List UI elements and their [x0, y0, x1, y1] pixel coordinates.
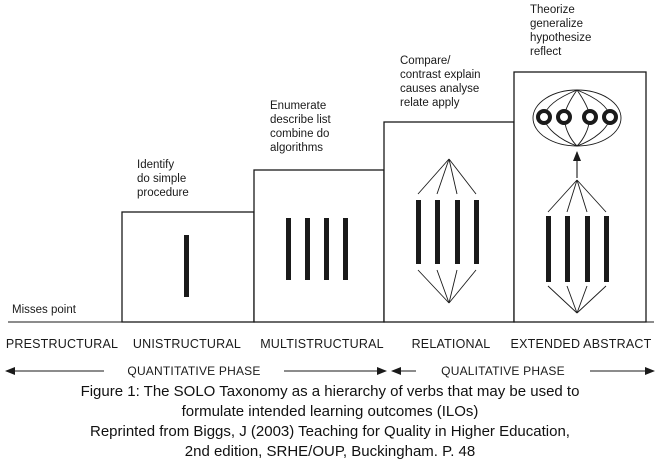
- level-unistructural: [122, 159, 254, 322]
- caption-line-2: formulate intended learning outcomes (ILOs): [181, 403, 479, 420]
- relational-verb-1: Compare/: [400, 55, 451, 67]
- extended-bar: [546, 216, 551, 282]
- unistructural-verb-2: do simple: [137, 173, 187, 185]
- relational-box: [384, 122, 514, 322]
- relational-bar: [435, 200, 440, 264]
- level-name-extended-abstract: EXTENDED ABSTRACT: [510, 337, 652, 351]
- extended-verb-1: Theorize: [530, 4, 575, 16]
- qualitative-phase-label: QUALITATIVE PHASE: [441, 364, 565, 378]
- level-name-prestructural: PRESTRUCTURAL: [5, 337, 119, 351]
- unistructural-verb-1: Identify: [137, 159, 175, 171]
- relational-verb-2: contrast explain: [400, 69, 481, 81]
- relational-bar: [416, 200, 421, 264]
- extended-bar: [585, 216, 590, 282]
- extended-verb-3: hypothesize: [530, 32, 592, 44]
- caption-line-1: Figure 1: The SOLO Taxonomy as a hierarchy of verbs that may be used to: [80, 383, 580, 400]
- multistructural-box: [254, 170, 384, 322]
- relational-bar: [474, 200, 479, 264]
- level-name-unistructural: UNISTRUCTURAL: [132, 337, 242, 351]
- extended-bar: [604, 216, 609, 282]
- extended-node-circle: [604, 111, 616, 123]
- unistructural-verb-3: procedure: [137, 187, 189, 199]
- level-extended-abstract: [514, 4, 646, 322]
- multistructural-verb-4: algorithms: [270, 142, 324, 154]
- extended-node-circle: [584, 111, 596, 123]
- extended-abstract-box: [514, 72, 646, 322]
- extended-bar: [565, 216, 570, 282]
- prestructural-verb-1: Misses point: [12, 304, 76, 316]
- caption-line-4: 2nd edition, SRHE/OUP, Buckingham. P. 48: [184, 443, 476, 460]
- multistructural-bar: [343, 218, 348, 280]
- quantitative-phase-label: QUANTITATIVE PHASE: [127, 364, 261, 378]
- level-name-relational: RELATIONAL: [411, 337, 491, 351]
- caption-line-3: Reprinted from Biggs, J (2003) Teaching for Quality in Higher Education,: [90, 423, 570, 440]
- relational-bar: [455, 200, 460, 264]
- multistructural-verb-2: describe list: [270, 114, 331, 126]
- extended-node-circle: [558, 111, 570, 123]
- extended-node-circle: [538, 111, 550, 123]
- relational-verb-4: relate apply: [400, 97, 460, 109]
- extended-verb-2: generalize: [530, 18, 584, 30]
- multistructural-bar: [305, 218, 310, 280]
- multistructural-verb-1: Enumerate: [270, 100, 327, 112]
- level-relational: [384, 55, 514, 322]
- quantitative-phase-arrow: [6, 364, 386, 378]
- level-name-multistructural: MULTISTRUCTURAL: [260, 337, 384, 351]
- unistructural-bar: [184, 235, 189, 297]
- level-prestructural: [12, 304, 77, 316]
- figure-caption: [0, 382, 660, 462]
- multistructural-bar: [324, 218, 329, 280]
- extended-verb-4: reflect: [530, 46, 562, 58]
- qualitative-phase-arrow: [392, 364, 654, 378]
- multistructural-verb-3: combine do: [270, 128, 330, 140]
- relational-verb-3: causes analyse: [400, 83, 480, 95]
- level-multistructural: [254, 100, 384, 322]
- multistructural-bar: [286, 218, 291, 280]
